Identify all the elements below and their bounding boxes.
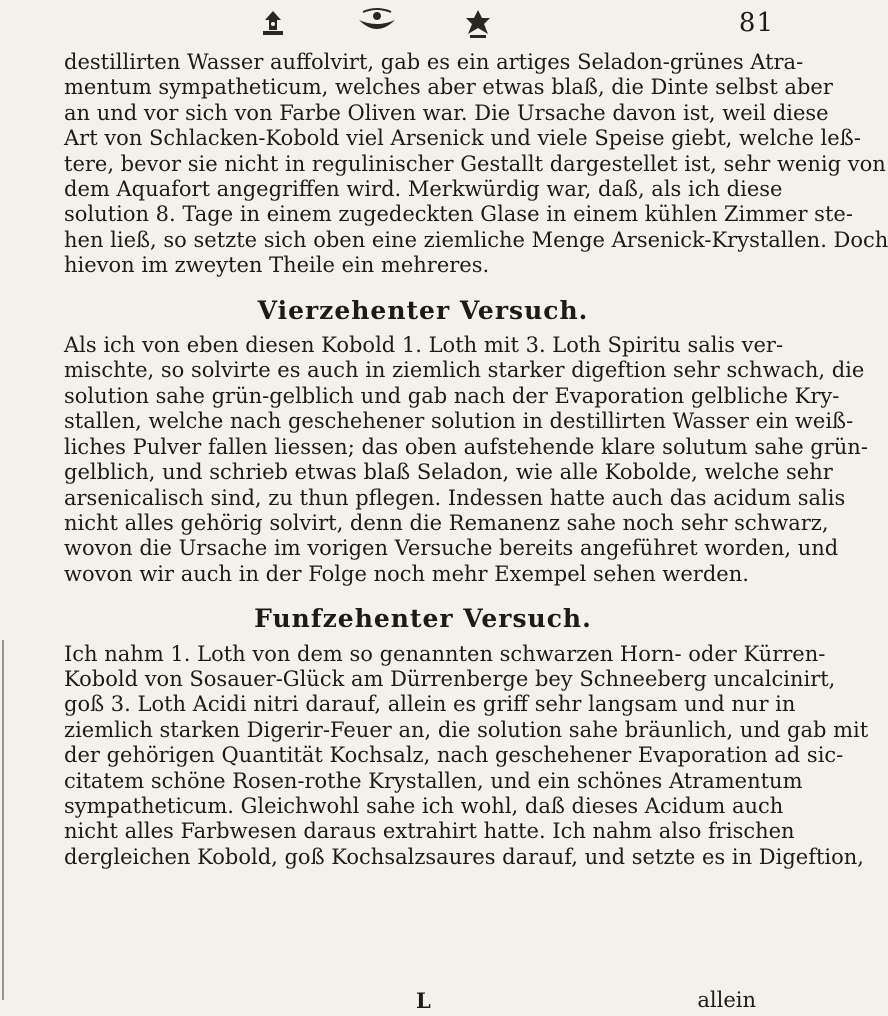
page-footer (0, 988, 800, 1014)
text-line: Kobold von Sosauer-Glück am Dürrenberge bey Schneeberg uncalcinirt, (64, 666, 836, 691)
text-line: tere, bevor sie nicht in regulinischer Gestallt dargestellet ist, sehr wenig von (64, 151, 886, 176)
text-line: stallen, welche nach geschehener solution in destillirten Wasser ein weiß- (64, 409, 854, 434)
text-line: dergleichen Kobold, goß Kochsalzsaures darauf, und setzte es in Digeftion, (64, 844, 864, 869)
text-line: ziemlich starken Digerir-Feuer an, die solution sahe bräunlich, und gab mit (64, 717, 869, 742)
text-line: sympatheticum. Gleichwohl sahe ich wohl, daß dieses Acidum auch (64, 793, 784, 818)
text-line: wovon wir auch in der Folge noch mehr Exempel sehen werden. (64, 561, 749, 586)
paragraph (64, 333, 868, 587)
paragraph-continuation (64, 50, 888, 279)
fleuron-icon (355, 8, 399, 38)
text-line: arsenicalisch sind, zu thun pflegen. Indessen hatte auch das acidum salis (64, 485, 846, 510)
text-line: mentum sympatheticum, welches aber etwas blaß, die Dinte selbst aber (64, 75, 833, 100)
text-line: Als ich von eben diesen Kobold 1. Loth mit 3. Loth Spiritu salis ver- (64, 333, 784, 358)
fleuron-icon (458, 8, 498, 40)
text-line: mischte, so solvirte es auch in ziemlich starker digeftion sehr schwach, die (64, 358, 865, 383)
text-line: hen ließ, so setzte sich oben eine ziemliche Menge Arsenick-Krystallen. Doch (64, 227, 888, 252)
text-line: destillirten Wasser auffolvirt, gab es ein artiges Seladon-grünes Atra- (64, 50, 804, 74)
text-line: solution 8. Tage in einem zugedeckten Glase in einem kühlen Zimmer ste- (64, 202, 853, 227)
header-ornaments (0, 8, 800, 44)
text-line: gelblich, und schrieb etwas blaß Seladon, wie alle Kobolde, welche sehr (64, 460, 833, 485)
text-line: dem Aquafort angegriffen wird. Merkwürdig war, daß, als ich diese (64, 177, 783, 202)
text-line: solution sahe grün-gelblich und gab nach der Evaporation gelbliche Kry- (64, 383, 840, 408)
signature-mark: L (416, 988, 431, 1013)
text-line: wovon die Ursache im vorigen Versuche bereits angeführet worden, und (64, 536, 839, 561)
text-line: Ich nahm 1. Loth von dem so genannten schwarzen Horn- oder Kürren- (64, 641, 826, 666)
body-text (64, 50, 888, 870)
page-number: 81 (738, 8, 774, 38)
page-edge-rule (2, 640, 4, 1000)
text-line: goß 3. Loth Acidi nitri darauf, allein es griff sehr langsam und nur in (64, 692, 796, 717)
text-line: nicht alles gehörig solvirt, denn die Remanenz sahe noch sehr schwarz, (64, 510, 829, 535)
section-heading: Funfzehenter Versuch. (254, 604, 592, 634)
fleuron-icon (253, 8, 293, 38)
catchword: allein (697, 988, 756, 1012)
text-line: citatem schöne Rosen-rothe Krystallen, und ein schönes Atramentum (64, 768, 803, 793)
text-line: hievon im zweyten Theile ein mehreres. (64, 253, 490, 278)
text-line: Art von Schlacken-Kobold viel Arsenick und viele Speise giebt, welche leß- (64, 126, 861, 151)
section-heading: Vierzehenter Versuch. (257, 295, 589, 325)
paragraph (64, 641, 869, 871)
text-line: liches Pulver fallen liessen; das oben aufstehende klare solutum sahe grün- (64, 434, 868, 459)
text-line: nicht alles Farbwesen daraus extrahirt hatte. Ich nahm also frischen (64, 819, 795, 844)
text-line: an und vor sich von Farbe Oliven war. Die Ursache davon ist, weil diese (64, 100, 829, 125)
text-line: der gehörigen Quantität Kochsalz, nach geschehener Evaporation ad sic- (64, 743, 844, 768)
